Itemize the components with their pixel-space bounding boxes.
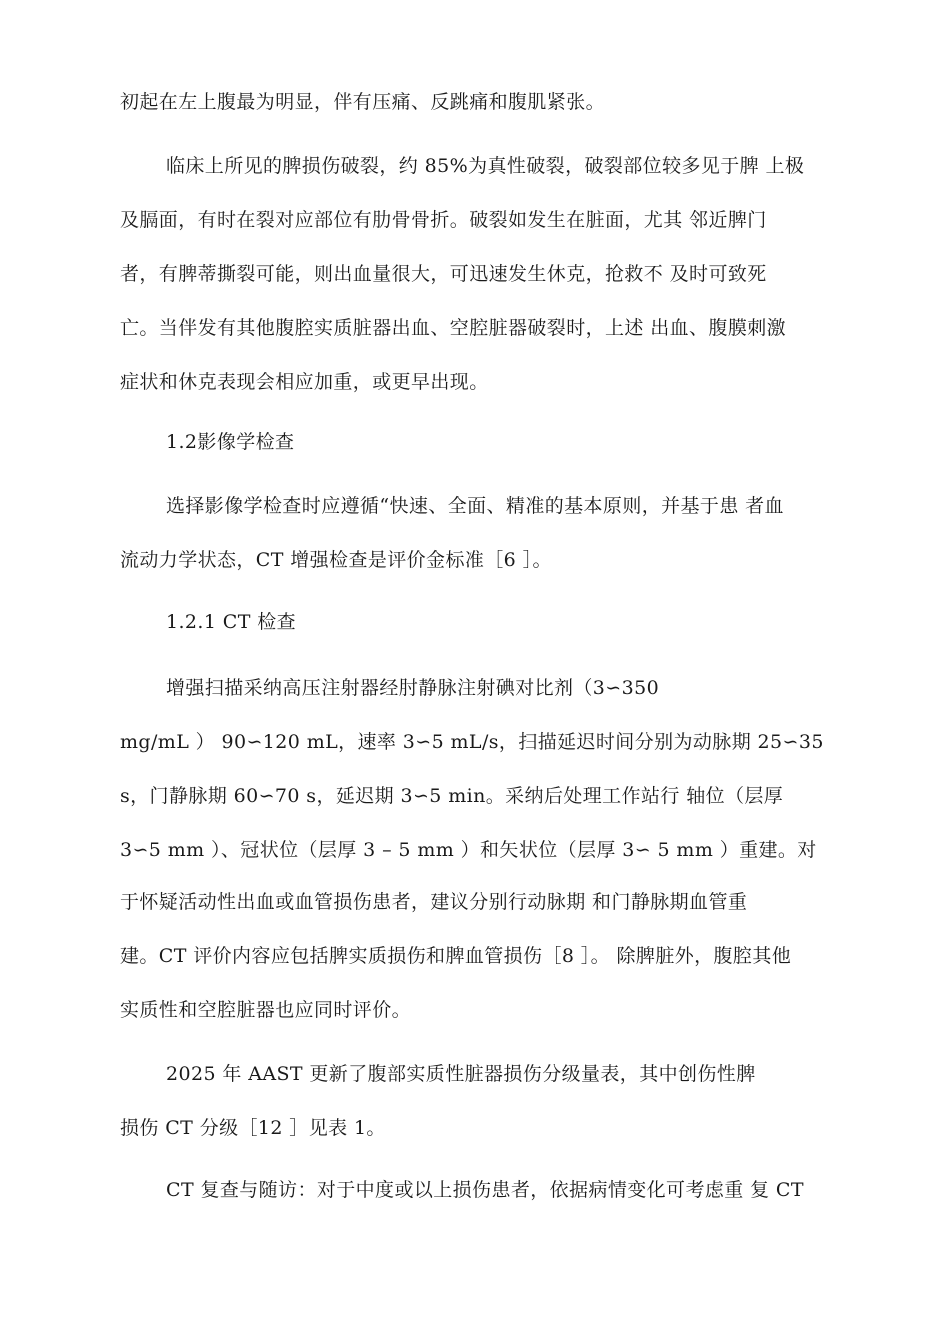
paragraph-line-7: 选择影像学检查时应遵循“快速、全面、精准的基本原则，并基于患 者血: [166, 495, 784, 517]
paragraph-line-17: 损伤 CT 分级［12 ］见表 1。: [120, 1117, 386, 1139]
paragraph-line-1: 初起在左上腹最为明显，伴有压痛、反跳痛和腹肌紧张。: [120, 91, 606, 113]
paragraph-line-18: CT 复查与随访：对于中度或以上损伤患者，依据病情变化可考虑重 复 CT: [166, 1179, 804, 1201]
paragraph-line-10: mg/mL ） 90∽120 mL，速率 3∽5 mL/s，扫描延迟时间分别为动脉期 25∽35: [120, 731, 824, 753]
paragraph-line-3: 及膈面，有时在裂对应部位有肋骨骨折。破裂如发生在脏面，尤其 邻近脾门: [120, 209, 767, 231]
paragraph-line-9: 增强扫描采纳高压注射器经肘静脉注射碘对比剂（3∽350: [166, 677, 660, 699]
section-heading-1-2-1: 1.2.1 CT 检查: [166, 611, 297, 633]
paragraph-line-13: 于怀疑活动性出血或血管损伤患者，建议分别行动脉期 和门静脉期血管重: [120, 891, 748, 913]
paragraph-line-15: 实质性和空腔脏器也应同时评价。: [120, 999, 412, 1021]
paragraph-line-4: 者，有脾蒂撕裂可能，则出血量很大，可迅速发生休克，抢救不 及时可致死: [120, 263, 767, 285]
paragraph-line-11: s，门静脉期 60∽70 s，延迟期 3∽5 min。采纳后处理工作站行 轴位（层厚: [120, 785, 784, 807]
section-heading-1-2: 1.2影像学检查: [166, 431, 295, 453]
paragraph-line-12: 3∽5 mm ）、冠状位（层厚 3 – 5 mm ）和矢状位（层厚 3∽ 5 mm ）重建。对: [120, 839, 817, 861]
paragraph-line-14: 建。CT 评价内容应包括脾实质损伤和脾血管损伤［8 ］。 除脾脏外，腹腔其他: [120, 945, 792, 967]
paragraph-line-8: 流动力学状态，CT 增强检查是评价金标准［6 ］。: [120, 549, 552, 571]
paragraph-line-2: 临床上所见的脾损伤破裂，约 85%为真性破裂，破裂部位较多见于脾 上极: [166, 155, 805, 177]
paragraph-line-6: 症状和休克表现会相应加重，或更早出现。: [120, 371, 489, 393]
paragraph-line-5: 亡。当伴发有其他腹腔实质脏器出血、空腔脏器破裂时，上述 出血、腹膜刺激: [120, 317, 787, 339]
paragraph-line-16: 2025 年 AAST 更新了腹部实质性脏器损伤分级量表，其中创伤性脾: [166, 1063, 756, 1085]
